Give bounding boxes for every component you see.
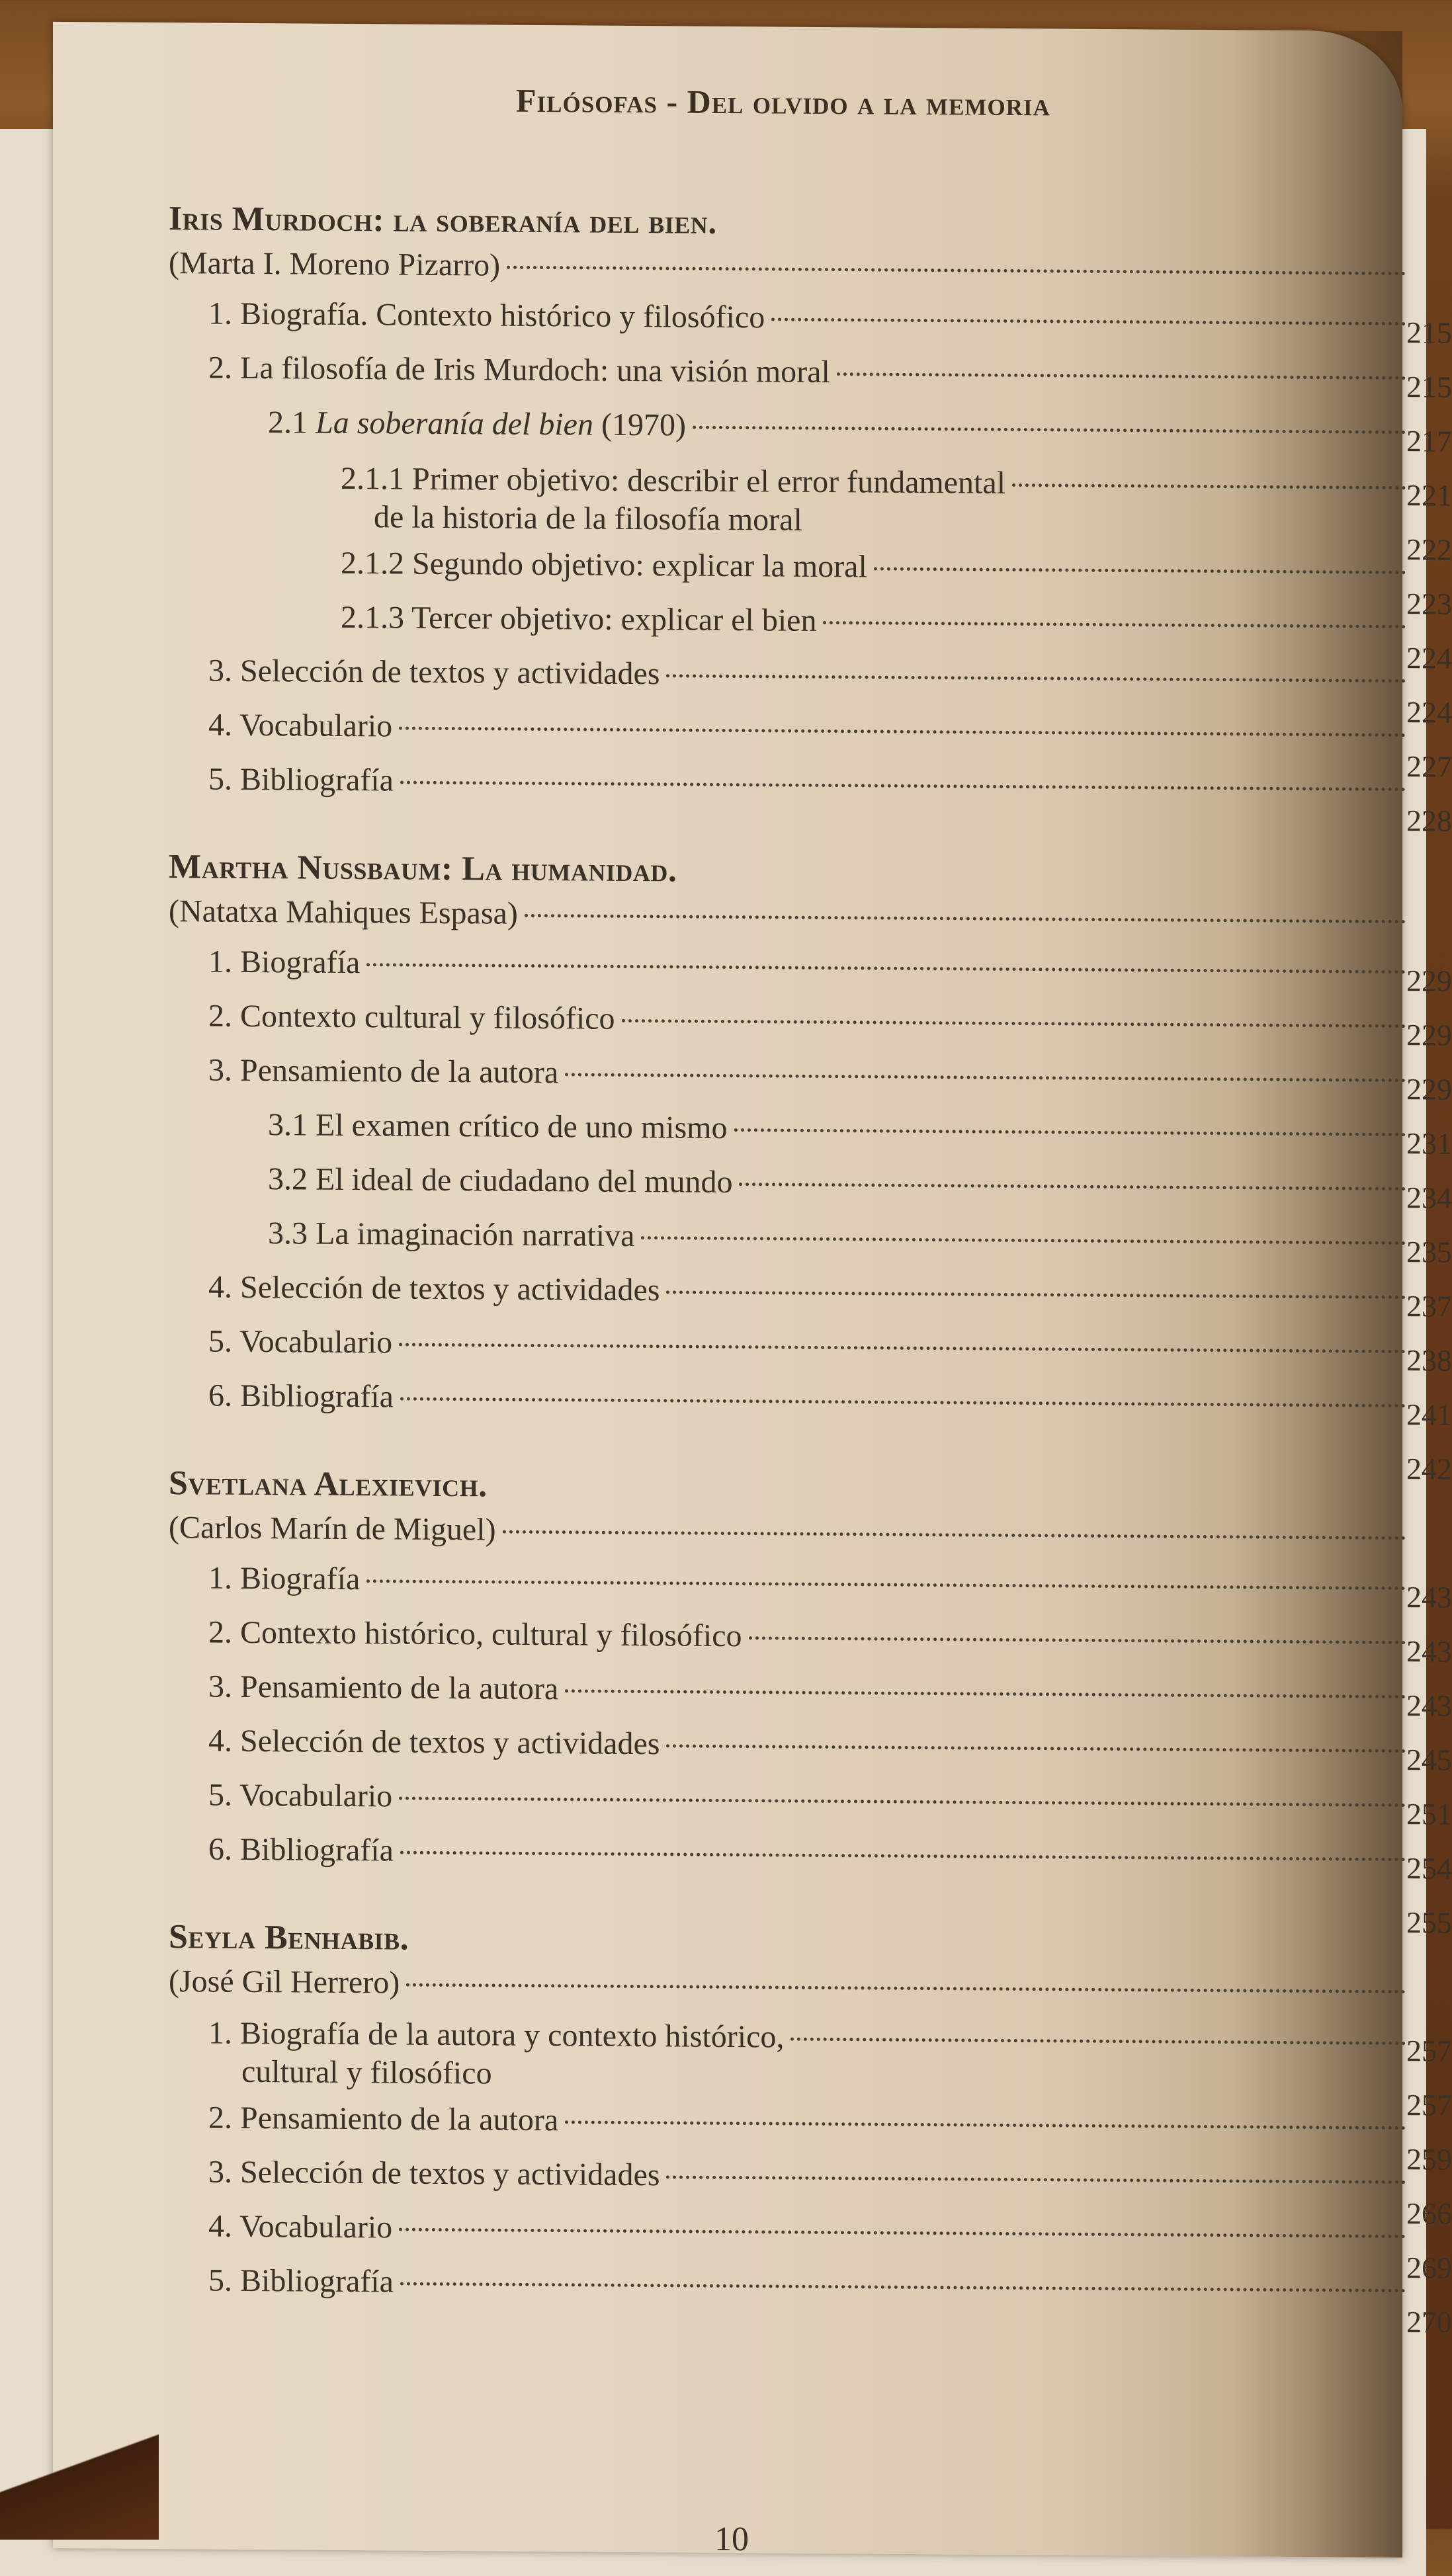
toc-entry[interactable]: [169, 1151, 1412, 1214]
dot-leader: [503, 1530, 1406, 1540]
page-number: 235: [1406, 1235, 1452, 1269]
page-number: 243: [1406, 1688, 1452, 1723]
toc-entry[interactable]: [169, 449, 1412, 544]
toc-entry[interactable]: [169, 2253, 1412, 2316]
page-number: 229: [1406, 1072, 1452, 1106]
dot-leader: [400, 1851, 1406, 1862]
toc-entry[interactable]: [169, 1314, 1412, 1377]
toc-entry[interactable]: [169, 341, 1412, 403]
dot-leader: [1012, 483, 1406, 489]
entry-label: 4. Vocabulario: [208, 707, 393, 744]
page-number: 243: [1406, 1634, 1452, 1669]
entry-label: 1. Biografía. Contexto histórico y filosófico: [208, 296, 765, 335]
toc-entry[interactable]: [169, 989, 1412, 1052]
toc-entry[interactable]: [169, 395, 1412, 458]
entry-label-line1: 2.1.1 Primer objetivo: describir el error fundamental: [341, 460, 1006, 501]
running-head: Filósofas - Del olvido a la memoria: [516, 81, 1050, 123]
page-number: 259: [1406, 2142, 1452, 2177]
dot-leader: [366, 1579, 1406, 1590]
entry-label: 5. Vocabulario: [208, 1323, 393, 1360]
dot-leader: [666, 2175, 1406, 2184]
page-number: 222: [1406, 532, 1452, 567]
toc-entry[interactable]: [169, 1260, 1412, 1323]
page-number: 257: [1406, 2088, 1452, 2122]
entry-label-line2: de la historia de la filosofía moral: [374, 499, 802, 538]
entry-label: 5. Bibliografía: [208, 2263, 394, 2300]
entry-label: 2. Contexto histórico, cultural y filosófico: [208, 1614, 742, 1654]
toc-entry[interactable]: [169, 752, 1412, 815]
toc-entry[interactable]: [169, 1822, 1412, 1885]
entry-label: [341, 460, 1005, 541]
page-number: 221: [1406, 478, 1452, 513]
page-number: 231: [1406, 1126, 1452, 1161]
page-number: 266: [1406, 2196, 1452, 2231]
page-number: 229: [1406, 1018, 1452, 1052]
toc-entry[interactable]: [169, 2005, 1412, 2099]
dot-leader: [565, 1689, 1406, 1698]
book-page: [53, 22, 1452, 2559]
toc-entry[interactable]: [169, 1605, 1412, 1668]
dot-leader: [666, 1290, 1406, 1299]
section-title: Iris Murdoch: la soberanía del bien.: [169, 200, 717, 241]
dot-leader: [622, 1019, 1406, 1028]
toc-entry[interactable]: [169, 286, 1412, 349]
toc-entry[interactable]: [169, 1714, 1412, 1776]
section-title: Svetlana Alexievich.: [169, 1464, 488, 1505]
dot-leader: [400, 1397, 1406, 1408]
entry-number: 2.1: [268, 405, 316, 440]
dot-leader: [400, 2282, 1406, 2293]
page-number: 223: [1406, 587, 1452, 621]
page-number: 255: [1406, 1905, 1452, 1940]
section-author-entry[interactable]: [169, 1505, 1412, 1559]
entry-label: 3.1 El examen crítico de uno mismo: [268, 1107, 728, 1145]
page-number: 224: [1406, 641, 1452, 675]
dot-leader: [565, 1073, 1406, 1082]
dot-leader: [666, 1744, 1406, 1753]
page-number: 215: [1406, 315, 1452, 350]
entry-label-line2: cultural y filosófico: [241, 2054, 492, 2091]
dot-leader: [874, 567, 1406, 575]
entry-label: 4. Selección de textos y actividades: [208, 1723, 660, 1762]
toc-entry[interactable]: [169, 1206, 1412, 1268]
dot-leader: [790, 2038, 1406, 2045]
dot-leader: [749, 1636, 1406, 1644]
page-number-column: [1406, 954, 1452, 1496]
page-number: 229: [1406, 964, 1452, 998]
toc-entry[interactable]: [169, 1043, 1412, 1106]
page-number: 245: [1406, 1743, 1452, 1777]
entry-label: 6. Bibliografía: [208, 1378, 394, 1415]
entry-label: 2.1.2 Segundo objetivo: explicar la moral: [341, 545, 867, 585]
page-number: 254: [1406, 1851, 1452, 1886]
page-number-column: [1406, 306, 1452, 848]
toc-entry[interactable]: [169, 2199, 1412, 2262]
entry-label: 5. Bibliografía: [208, 761, 394, 798]
toc-entry[interactable]: [169, 589, 1412, 652]
page-number: 234: [1406, 1181, 1452, 1215]
entry-label: [208, 2015, 784, 2095]
toc-entry[interactable]: [169, 535, 1412, 598]
toc-entry[interactable]: [169, 644, 1412, 706]
entry-label: 2. Contexto cultural y filosófico: [208, 998, 615, 1036]
dot-leader: [734, 1128, 1406, 1136]
page-number: 269: [1406, 2251, 1452, 2285]
page-number: 224: [1406, 695, 1452, 729]
author-label: (José Gil Herrero): [169, 1964, 400, 2001]
dot-leader: [406, 1983, 1406, 1994]
dot-leader: [739, 1183, 1406, 1190]
page-number: 243: [1406, 1580, 1452, 1614]
dot-leader: [399, 2228, 1406, 2239]
page-number: 242: [1406, 1452, 1452, 1486]
entry-label: [268, 395, 686, 452]
page-number: 227: [1406, 749, 1452, 784]
dot-leader: [771, 317, 1406, 325]
section-author-entry[interactable]: [169, 1958, 1412, 2013]
author-label: (Carlos Marín de Miguel): [169, 1510, 496, 1548]
dot-leader: [507, 266, 1406, 275]
entry-label: 3.2 El ideal de ciudadano del mundo: [268, 1161, 733, 1200]
page-number: 241: [1406, 1397, 1452, 1432]
dot-leader: [823, 621, 1406, 628]
entry-label: 1. Biografía: [208, 1560, 361, 1597]
page-number: 217: [1406, 424, 1452, 458]
section-author-entry[interactable]: [169, 240, 1412, 295]
entry-label: 4. Vocabulario: [208, 2208, 393, 2245]
entry-label-line1: 1. Biografía de la autora y contexto histórico,: [208, 2015, 785, 2055]
toc-entry[interactable]: [169, 1768, 1412, 1831]
toc-section: [169, 198, 1452, 838]
page-number-column: [1406, 2024, 1452, 2349]
page-number: 228: [1406, 804, 1452, 838]
toc-entry[interactable]: [169, 2145, 1412, 2208]
dot-leader: [837, 372, 1406, 380]
entry-label: 2. Pensamiento de la autora: [208, 2100, 559, 2138]
entry-year: (1970): [593, 407, 686, 443]
toc-entry[interactable]: [169, 1368, 1412, 1431]
entry-label: 2.1.3 Tercer objetivo: explicar el bien: [341, 599, 817, 638]
dot-leader: [399, 727, 1406, 737]
entry-label: 4. Selección de textos y actividades: [208, 1269, 660, 1308]
toc-entry[interactable]: [169, 698, 1412, 761]
dot-leader: [641, 1236, 1406, 1245]
author-label: (Natatxa Mahiques Espasa): [169, 893, 518, 931]
dot-leader: [525, 914, 1406, 923]
dot-leader: [565, 2120, 1406, 2130]
dot-leader: [366, 963, 1406, 974]
entry-label: 3. Pensamiento de la autora: [208, 1052, 559, 1091]
page-number: 238: [1406, 1343, 1452, 1378]
table-surface: [0, 2421, 159, 2540]
entry-label: 3. Selección de textos y actividades: [208, 2154, 660, 2193]
toc-entry[interactable]: [169, 1659, 1412, 1722]
entry-label: 3. Pensamiento de la autora: [208, 1669, 559, 1707]
section-title: Martha Nussbaum: La humanidad.: [169, 848, 677, 890]
author-label: (Marta I. Moreno Pizarro): [169, 245, 501, 283]
toc-entry[interactable]: [169, 2091, 1412, 2153]
page-number: 270: [1406, 2305, 1452, 2339]
dot-leader: [693, 426, 1406, 435]
page-number: 215: [1406, 370, 1452, 404]
section-title: Seyla Benhabib.: [169, 1918, 409, 1958]
section-author-entry[interactable]: [169, 888, 1412, 943]
entry-label: 6. Bibliografía: [208, 1831, 394, 1868]
table-of-contents: [169, 198, 1452, 2356]
dot-leader: [399, 1797, 1406, 1807]
entry-label: 1. Biografía: [208, 944, 361, 981]
page-number: 251: [1406, 1797, 1452, 1831]
entry-label: 3. Selección de textos y actividades: [208, 653, 660, 692]
page-number: 257: [1406, 2034, 1452, 2068]
page-number: 237: [1406, 1289, 1452, 1323]
toc-entry[interactable]: [169, 935, 1412, 997]
page-folio: 10: [714, 2520, 749, 2559]
entry-title-italic: La soberanía del bien: [316, 405, 593, 442]
dot-leader: [399, 1343, 1406, 1354]
entry-label: 3.3 La imaginación narrativa: [268, 1216, 635, 1254]
toc-entry[interactable]: [169, 1551, 1412, 1614]
dot-leader: [400, 781, 1406, 792]
entry-label: 5. Vocabulario: [208, 1777, 393, 1814]
toc-entry[interactable]: [169, 1097, 1412, 1160]
entry-label: 2. La filosofía de Iris Murdoch: una visión moral: [208, 350, 830, 390]
page-number-column: [1406, 1570, 1452, 1950]
dot-leader: [666, 674, 1406, 683]
